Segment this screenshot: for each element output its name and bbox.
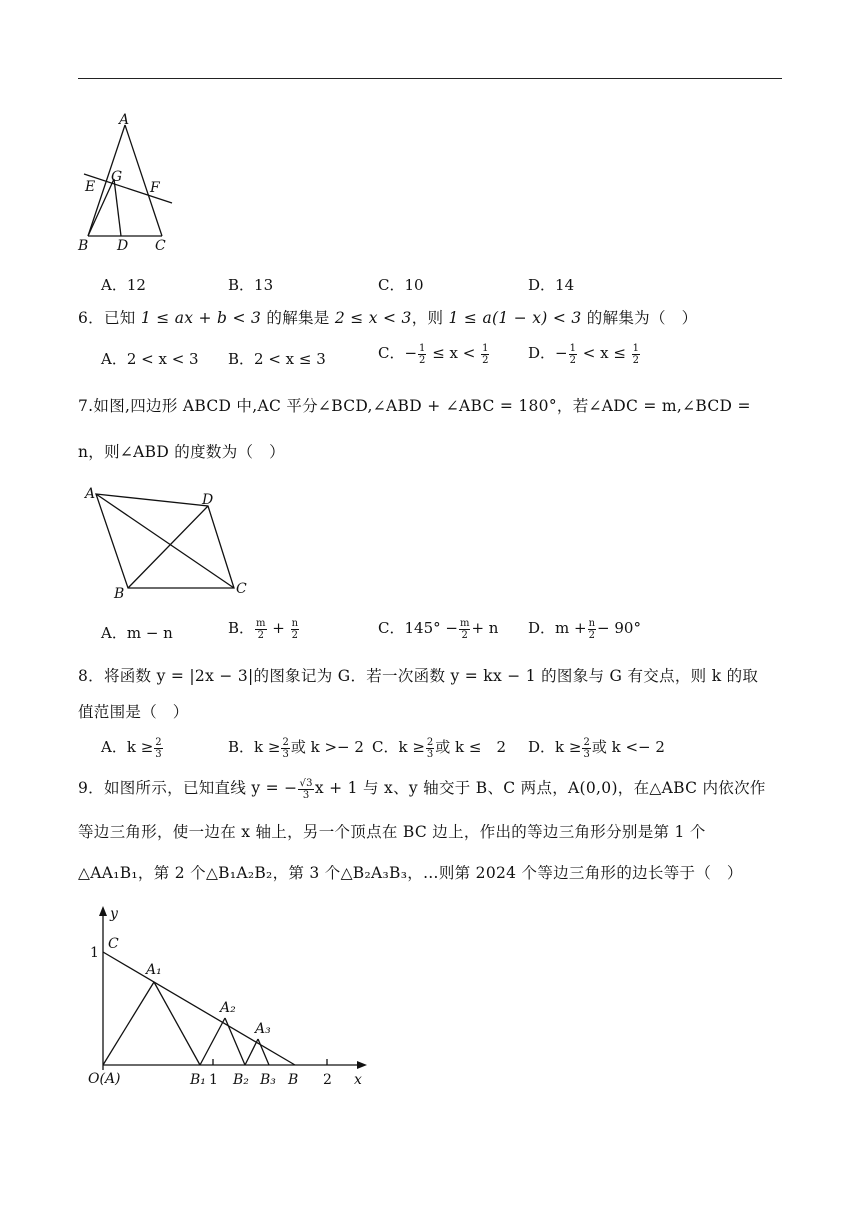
q7-stem-line1: 7.如图,四边形 ABCD 中,AC 平分∠BCD,∠ABD + ∠ABC = 180°，若∠ADC = m,∠BCD = xyxy=(78,397,751,415)
q7-option-c[interactable]: C．145° − $\frac{m}{2}$ + n xyxy=(378,617,499,641)
label-A: A xyxy=(119,112,130,128)
label-D: D xyxy=(117,238,129,254)
q6-option-a[interactable]: A．2 < x < 3 xyxy=(101,350,199,368)
q6-option-c[interactable]: C．− $\frac{1}{2}$ ≤ x < $\frac{1}{2}$ xyxy=(378,342,489,366)
header-rule xyxy=(78,78,782,79)
label-B1: B₁ xyxy=(190,1072,206,1088)
label-C: C xyxy=(108,936,119,952)
label-B: B xyxy=(78,238,89,254)
label-D: D xyxy=(202,492,214,508)
label-one-x: 1 xyxy=(209,1072,218,1088)
label-A2: A₂ xyxy=(220,1000,236,1016)
label-B: B xyxy=(114,586,125,602)
label-F: F xyxy=(150,180,160,196)
label-E: E xyxy=(85,179,96,195)
label-two: 2 xyxy=(323,1072,332,1088)
label-origin: O(A) xyxy=(88,1071,121,1087)
q5-option-b[interactable]: B．13 xyxy=(228,276,274,294)
quadrilateral-figure-q7 xyxy=(82,482,252,604)
q7-option-b[interactable]: B． $\frac{m}{2}$ + $\frac{n}{2}$ xyxy=(228,617,299,641)
q5-option-c[interactable]: C．10 xyxy=(378,276,424,294)
label-C: C xyxy=(236,581,247,597)
label-B3: B₃ xyxy=(260,1072,276,1088)
label-A1: A₁ xyxy=(146,962,162,978)
q8-option-b[interactable]: B．k ≥ $\frac{2}{3}$ 或 k >− 2 xyxy=(228,736,364,760)
q8-option-c[interactable]: C．k ≥ $\frac{2}{3}$ 或 k ≤ 2 xyxy=(372,736,507,760)
q8-option-d[interactable]: D．k ≥ $\frac{2}{3}$ 或 k <− 2 xyxy=(528,736,665,760)
coordinate-figure-q9 xyxy=(80,900,380,1100)
q7-option-a[interactable]: A．m − n xyxy=(101,624,173,642)
label-y: y xyxy=(110,906,118,922)
label-x: x xyxy=(354,1072,362,1088)
q8-option-a[interactable]: A．k ≥ $\frac{2}{3}$ xyxy=(101,736,162,760)
q6-option-d[interactable]: D．− $\frac{1}{2}$ < x ≤ $\frac{1}{2}$ xyxy=(528,342,640,366)
label-A3: A₃ xyxy=(255,1021,271,1037)
label-B2: B₂ xyxy=(233,1072,249,1088)
label-G: G xyxy=(111,169,123,185)
q6-option-b[interactable]: B．2 < x ≤ 3 xyxy=(228,350,326,368)
q5-option-d[interactable]: D．14 xyxy=(528,276,575,294)
q8-stem-line1: 8．将函数 y = |2x − 3|的图象记为 G．若一次函数 y = kx − 1 的图象与 G 有交点，则 k 的取 xyxy=(78,667,759,685)
label-B: B xyxy=(288,1072,299,1088)
q9-stem-line2: 等边三角形，使一边在 x 轴上，另一个顶点在 BC 边上，作出的等边三角形分别是第 1 个 xyxy=(78,823,706,841)
q7-option-d[interactable]: D．m + $\frac{n}{2}$ − 90° xyxy=(528,617,641,641)
q9-stem-line1: 9．如图所示，已知直线 y = − $\frac{√3}{3}$ x + 1 与 x、y 轴交于 B、C 两点，A(0,0)，在△ABC 内依次作 xyxy=(78,777,766,801)
q7-stem-line2: n，则∠ABD 的度数为（ ） xyxy=(78,443,285,461)
q6-stem: 6．已知 1 ≤ ax + b < 3 的解集是 2 ≤ x < 3，则 1 ≤ a(1 − x) < 3 的解集为（ ） xyxy=(78,309,698,327)
label-C: C xyxy=(155,238,166,254)
triangle-figure-q5 xyxy=(75,110,185,255)
q9-stem-line3: △AA₁B₁，第 2 个△B₁A₂B₂，第 3 个△B₂A₃B₃，…则第 2024 个等边三角形的边长等于（ ） xyxy=(78,864,743,882)
q8-stem-line2: 值范围是（ ） xyxy=(78,703,189,721)
q5-option-a[interactable]: A．12 xyxy=(101,276,146,294)
label-one-y: 1 xyxy=(90,945,99,961)
label-A: A xyxy=(85,486,96,502)
